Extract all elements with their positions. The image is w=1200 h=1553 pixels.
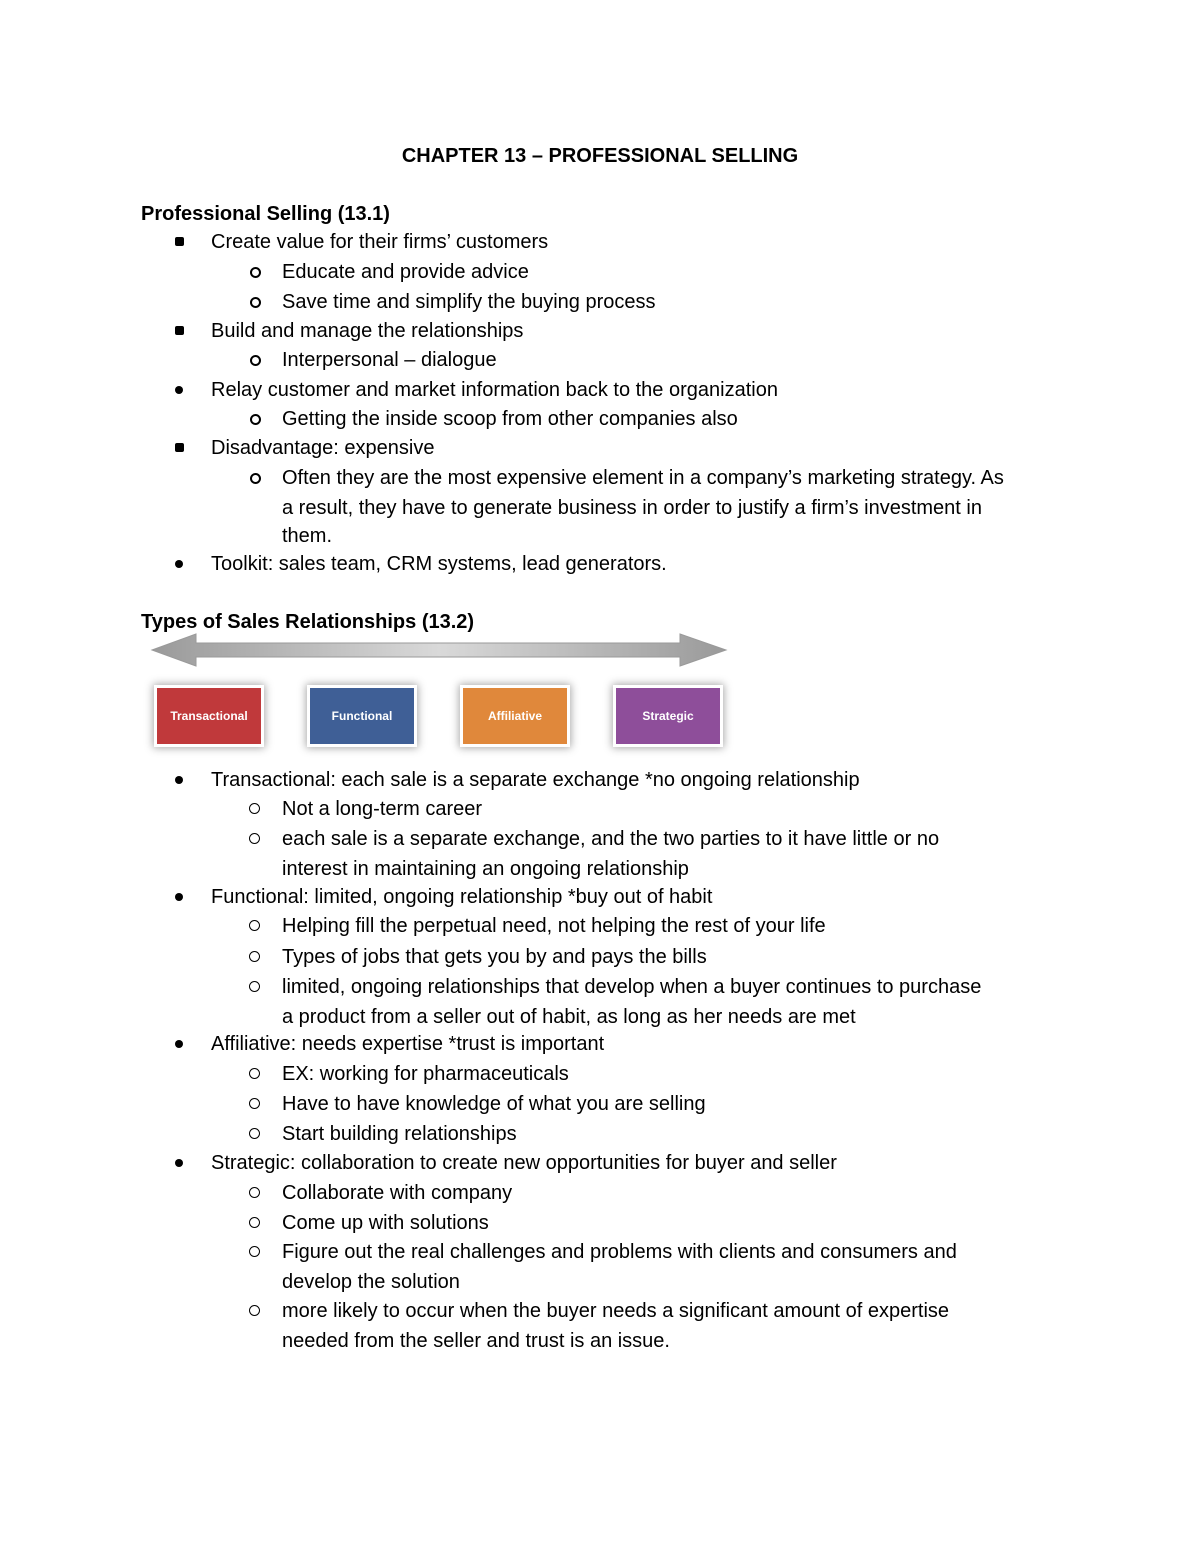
sub-bullet-icon [249,1068,260,1079]
box-strategic: Strategic [616,688,720,744]
sub-bullet-icon [249,1128,260,1139]
bullet-icon [175,386,183,394]
bullet-item: Functional: limited, ongoing relationship *buy out of habit [211,886,713,908]
bullet-icon [175,1040,183,1048]
bullet-icon [175,237,184,246]
section-heading-sales-relationships: Types of Sales Relationships (13.2) [141,611,475,633]
sub-bullet-icon [250,355,261,366]
chapter-title: CHAPTER 13 – PROFESSIONAL SELLING [401,145,799,167]
sub-bullet-item: Often they are the most expensive element in a company’s marketing strategy. As [282,467,1004,489]
sub-bullet-item-continued: a product from a seller out of habit, as long as her needs are met [282,1006,856,1028]
sub-bullet-item-continued: a result, they have to generate business in order to justify a firm’s investment in [282,497,982,519]
sub-bullet-icon [249,981,260,992]
bullet-icon [175,776,183,784]
bullet-item: Build and manage the relationships [211,320,524,342]
sub-bullet-icon [249,951,260,962]
sub-bullet-item: more likely to occur when the buyer needs a significant amount of expertise [282,1300,950,1322]
sub-bullet-icon [250,473,261,484]
sales-relationship-diagram [148,630,738,760]
section-heading-professional-selling: Professional Selling (13.1) [141,203,390,225]
sub-bullet-item-continued: develop the solution [282,1271,460,1293]
sub-bullet-item: Come up with solutions [282,1212,489,1234]
sub-bullet-icon [249,1217,260,1228]
bullet-icon [175,893,183,901]
bullet-item: Affiliative: needs expertise *trust is important [211,1033,605,1055]
sub-bullet-item: Collaborate with company [282,1182,513,1204]
sub-bullet-item: each sale is a separate exchange, and the two parties to it have little or no [282,828,940,850]
bullet-item: Toolkit: sales team, CRM systems, lead generators. [211,553,667,575]
bullet-item: Transactional: each sale is a separate exchange *no ongoing relationship [211,769,860,791]
sub-bullet-item: limited, ongoing relationships that develop when a buyer continues to purchase [282,976,982,998]
sub-bullet-item: Types of jobs that gets you by and pays the bills [282,946,707,968]
sub-bullet-icon [250,414,261,425]
sub-bullet-icon [249,920,260,931]
bullet-item: Disadvantage: expensive [211,437,435,459]
sub-bullet-item: Helping fill the perpetual need, not helping the rest of your life [282,915,826,937]
sub-bullet-item: EX: working for pharmaceuticals [282,1063,569,1085]
bullet-icon [175,1159,183,1167]
sub-bullet-icon [250,267,261,278]
sub-bullet-icon [249,1246,260,1257]
sub-bullet-item: Educate and provide advice [282,261,529,283]
sub-bullet-icon [249,1098,260,1109]
bullet-icon [175,326,184,335]
sub-bullet-item: Getting the inside scoop from other companies also [282,408,738,430]
sub-bullet-item-continued: needed from the seller and trust is an issue. [282,1330,670,1352]
bullet-icon [175,443,184,452]
sub-bullet-icon [249,833,260,844]
sub-bullet-icon [249,803,260,814]
sub-bullet-item: Not a long-term career [282,798,483,820]
bullet-item: Strategic: collaboration to create new opportunities for buyer and seller [211,1152,837,1174]
sub-bullet-item: Save time and simplify the buying process [282,291,656,313]
sub-bullet-icon [249,1305,260,1316]
sub-bullet-icon [250,297,261,308]
sub-bullet-item-continued: interest in maintaining an ongoing relationship [282,858,689,880]
bullet-item: Relay customer and market information back to the organization [211,379,778,401]
sub-bullet-item: Figure out the real challenges and problems with clients and consumers and [282,1241,957,1263]
sub-bullet-item: Interpersonal – dialogue [282,349,497,371]
sub-bullet-item: Start building relationships [282,1123,517,1145]
bullet-item: Create value for their firms’ customers [211,231,549,253]
bullet-icon [175,560,183,568]
sub-bullet-icon [249,1187,260,1198]
box-affiliative: Affiliative [463,688,567,744]
sub-bullet-item-continued: them. [282,525,333,547]
box-functional: Functional [310,688,414,744]
box-transactional: Transactional [157,688,261,744]
sub-bullet-item: Have to have knowledge of what you are selling [282,1093,706,1115]
